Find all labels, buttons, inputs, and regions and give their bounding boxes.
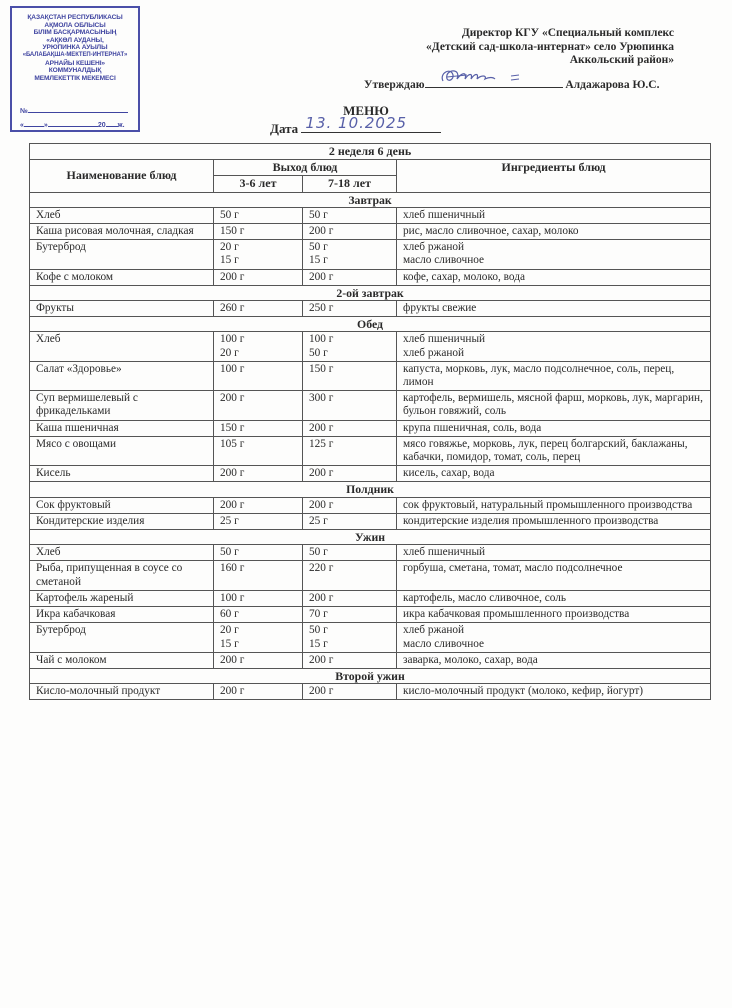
yield-3-6-value: 105 г [220,437,245,450]
yield-3-6-value: 200 г [220,653,245,666]
yield-3-6-cell [214,301,303,317]
stamp-line: АҚМОЛА ОБЛЫСЫ [44,21,106,29]
section-title: Обед [30,317,711,332]
yield-7-18-cell [303,391,397,420]
yield-3-6-cell [214,420,303,436]
ingredients-value: кисло-молочный продукт (молоко, кефир, йогурт) [403,685,644,698]
ingredients-cell [397,240,711,269]
dish-name: Чай с молоком [30,652,214,668]
yield-7-18-value: 150 г [309,362,334,375]
dish-name: Сок фруктовый [30,497,214,513]
ingredients-cell [397,607,711,623]
dish-name: Рыба, припущенная в соусе со сметаной [30,561,214,590]
section-title: Завтрак [30,192,711,207]
yield-7-18-value: 300 г [309,392,334,405]
yield-3-6-cell [214,607,303,623]
stamp-line: «АҚКӨЛ АУДАНЫ, [46,36,104,44]
yield-7-18-value: 50 г [309,624,328,637]
ingredients-value: икра кабачковая промышленного производства [403,608,630,621]
table-row [30,436,711,465]
yield-3-6-value: 15 г [220,637,239,650]
yield-3-6-value: 160 г [220,562,245,575]
yield-3-6-cell [214,545,303,561]
date-label: Дата [270,121,299,136]
dish-name: Фрукты [30,301,214,317]
ingredients-cell [397,652,711,668]
header-row [30,160,711,176]
approval-block [426,27,674,68]
yield-3-6-cell [214,623,303,652]
dish-name: Кисель [30,466,214,482]
yield-3-6-value: 15 г [220,254,239,267]
dish-name: Кофе с молоком [30,269,214,285]
yield-3-6-value: 50 г [220,546,239,559]
ingredients-value: сок фруктовый, натуральный промышленного производства [403,498,693,511]
stamp-number-field: № [20,108,132,116]
ingredients-cell [397,391,711,420]
ingredients-cell [397,207,711,223]
section-row [30,482,711,497]
yield-3-6-value: 20 г [220,241,239,254]
ingredients-cell [397,545,711,561]
ingredients-value: капуста, морковь, лук, масло подсолнечное, соль, перец, лимон [403,362,675,389]
ingredients-cell [397,436,711,465]
yield-7-18-value: 200 г [309,498,334,511]
section-row [30,317,711,332]
yield-7-18-cell [303,301,397,317]
ingredients-cell [397,590,711,606]
ingredients-cell [397,332,711,361]
yield-3-6-cell [214,590,303,606]
ingredients-cell [397,497,711,513]
table-row [30,684,711,700]
yield-7-18-cell [303,545,397,561]
yield-3-6-value: 25 г [220,514,239,527]
col-age-3-6-header: 3-6 лет [214,176,303,192]
yield-7-18-cell [303,466,397,482]
table-row [30,301,711,317]
ingredients-cell [397,561,711,590]
table-row [30,623,711,652]
stamp-line: БІЛІМ БАСҚАРМАСЫНЫҢ [33,29,117,37]
approval-line-3: Аккольский район» [569,54,674,66]
yield-3-6-value: 100 г [220,362,245,375]
yield-7-18-cell [303,361,397,390]
ingredients-cell [397,466,711,482]
ingredients-cell [397,513,711,529]
yield-3-6-cell [214,207,303,223]
table-row [30,207,711,223]
yield-3-6-value: 260 г [220,302,245,315]
ingredients-cell [397,420,711,436]
table-row [30,224,711,240]
table-row [30,513,711,529]
ingredients-value: хлеб пшеничный [403,546,486,559]
table-row [30,590,711,606]
dish-name: Салат «Здоровье» [30,361,214,390]
yield-3-6-cell [214,361,303,390]
yield-7-18-value: 15 г [309,254,328,267]
ingredients-value: рис, масло сливочное, сахар, молоко [403,225,579,238]
dish-name: Бутерброд [30,623,214,652]
yield-7-18-cell [303,224,397,240]
stamp-line: УРЮПИНКА АУЫЛЫ [42,44,108,52]
table-row [30,561,711,590]
yield-3-6-cell [214,684,303,700]
ingredients-value: масло сливочное [403,254,485,267]
yield-7-18-value: 200 г [309,467,334,480]
date-field [301,114,441,133]
yield-3-6-value: 150 г [220,421,245,434]
approve-signature-line [364,75,660,91]
yield-3-6-value: 20 г [220,346,239,359]
date-row [270,114,441,137]
table-row [30,269,711,285]
ingredients-cell [397,623,711,652]
ingredients-value: кисель, сахар, вода [403,467,495,480]
yield-7-18-value: 125 г [309,437,334,450]
yield-7-18-cell [303,269,397,285]
ingredients-value: крупа пшеничная, соль, вода [403,421,542,434]
stamp-line: «БАЛАБАҚША-МЕКТЕП-ИНТЕРНАТ» [22,51,128,58]
signature-icon [437,65,547,89]
yield-3-6-value: 200 г [220,270,245,283]
ingredients-value: хлеб ржаной [403,346,465,359]
section-row [30,668,711,683]
section-title: 2-ой завтрак [30,285,711,300]
ingredients-value: кондитерские изделия промышленного производства [403,514,659,527]
yield-3-6-cell [214,240,303,269]
dish-name: Икра кабачковая [30,607,214,623]
yield-3-6-cell [214,497,303,513]
yield-3-6-cell [214,513,303,529]
dish-name: Суп вермишелевый с фрикадельками [30,391,214,420]
section-row [30,285,711,300]
dish-name: Каша пшеничная [30,420,214,436]
yield-7-18-value: 200 г [309,591,334,604]
yield-3-6-cell [214,391,303,420]
table-row [30,361,711,390]
yield-7-18-cell [303,207,397,223]
yield-3-6-value: 50 г [220,208,239,221]
ingredients-value: хлеб ржаной [403,624,465,637]
ingredients-value: кофе, сахар, молоко, вода [403,270,526,283]
yield-7-18-cell [303,652,397,668]
dish-name: Хлеб [30,332,214,361]
section-row [30,530,711,545]
stamp-date-field: « » 20 ж. [20,122,125,129]
yield-3-6-cell [214,332,303,361]
yield-7-18-value: 200 г [309,421,334,434]
yield-3-6-value: 150 г [220,225,245,238]
section-title: Полдник [30,482,711,497]
yield-7-18-cell [303,623,397,652]
yield-7-18-cell [303,590,397,606]
yield-7-18-cell [303,561,397,590]
yield-3-6-value: 200 г [220,685,245,698]
col-yield-header: Выход блюд [214,160,397,176]
yield-3-6-cell [214,436,303,465]
yield-3-6-cell [214,224,303,240]
col-ingredients-header: Ингредиенты блюд [397,160,711,192]
table-row [30,466,711,482]
ingredients-cell [397,301,711,317]
page-title: МЕНЮ [343,103,389,118]
ingredients-value: картофель, масло сливочное, соль [403,591,567,604]
dish-name: Кондитерские изделия [30,513,214,529]
yield-7-18-value: 100 г [309,333,334,346]
yield-7-18-value: 200 г [309,685,334,698]
approval-line-1: Директор КГУ «Специальный комплекс [461,27,674,39]
yield-3-6-cell [214,269,303,285]
signer-name: Алдажарова Ю.С. [565,79,660,91]
yield-7-18-cell [303,684,397,700]
menu-table [29,143,711,700]
yield-3-6-value: 100 г [220,591,245,604]
table-row [30,332,711,361]
yield-7-18-value: 200 г [309,270,334,283]
yield-7-18-value: 50 г [309,546,328,559]
table-row [30,391,711,420]
yield-3-6-value: 100 г [220,333,245,346]
ingredients-cell [397,224,711,240]
yield-7-18-cell [303,436,397,465]
table-row [30,240,711,269]
yield-7-18-cell [303,513,397,529]
ingredients-value: фрукты свежие [403,302,477,315]
ingredients-value: заварка, молоко, сахар, вода [403,653,538,666]
col-dish-header: Наименование блюд [30,160,214,192]
yield-3-6-value: 200 г [220,498,245,511]
date-handwritten: 13. 10.2025 [305,114,408,132]
col-age-7-18-header: 7-18 лет [303,176,397,192]
section-title: Ужин [30,530,711,545]
dish-name: Каша рисовая молочная, сладкая [30,224,214,240]
dish-name: Бутерброд [30,240,214,269]
ingredients-value: картофель, вермишель, мясной фарш, морковь, лук, маргарин, бульон говяжий, соль [403,392,703,418]
ingredients-value: мясо говяжье, морковь, лук, перец болгарский, баклажаны, кабачки, помидор, томат, соль, перец [403,437,688,464]
table-row [30,652,711,668]
dish-name: Хлеб [30,545,214,561]
yield-3-6-value: 200 г [220,392,245,405]
yield-7-18-value: 70 г [309,608,328,621]
ingredients-value: горбуша, сметана, томат, масло подсолнечное [403,562,623,575]
approval-line-2: «Детский сад-школа-интернат» село Урюпинка [426,40,674,53]
ingredients-value: хлеб ржаной [403,241,465,254]
yield-7-18-cell [303,420,397,436]
signature-field [425,75,563,88]
ingredients-cell [397,684,711,700]
approve-label: Утверждаю [364,79,425,91]
dish-name: Картофель жареный [30,590,214,606]
section-title: Второй ужин [30,668,711,683]
yield-7-18-value: 220 г [309,562,334,575]
yield-7-18-value: 50 г [309,241,328,254]
ingredients-value: хлеб пшеничный [403,333,486,346]
yield-3-6-cell [214,561,303,590]
yield-3-6-value: 200 г [220,467,245,480]
yield-7-18-cell [303,240,397,269]
yield-3-6-cell [214,466,303,482]
ingredients-value: масло сливочное [403,637,485,650]
table-row [30,607,711,623]
yield-7-18-value: 200 г [309,225,334,238]
yield-3-6-value: 60 г [220,608,239,621]
ingredients-cell [397,269,711,285]
yield-7-18-cell [303,332,397,361]
table-row [30,420,711,436]
stamp-line: АРНАЙЫ КЕШЕНІ» [44,59,106,67]
week-day-label: 2 неделя 6 день [30,144,711,160]
dish-name: Кисло-молочный продукт [30,684,214,700]
yield-7-18-value: 15 г [309,637,328,650]
dish-name: Мясо с овощами [30,436,214,465]
dish-name: Хлеб [30,207,214,223]
ingredients-value: хлеб пшеничный [403,208,486,221]
yield-7-18-cell [303,497,397,513]
section-row [30,192,711,207]
week-day-row [30,144,711,160]
yield-7-18-value: 250 г [309,302,334,315]
yield-3-6-cell [214,652,303,668]
table-row [30,497,711,513]
yield-7-18-value: 25 г [309,514,328,527]
table-row [30,545,711,561]
ingredients-cell [397,361,711,390]
yield-7-18-cell [303,607,397,623]
yield-3-6-value: 20 г [220,624,239,637]
yield-7-18-value: 50 г [309,346,328,359]
stamp-line: МЕМЛЕКЕТТІК МЕКЕМЕСІ [34,74,116,82]
stamp-line: КОММУНАЛДЫҚ [48,67,102,75]
stamp-line: ҚАЗАҚСТАН РЕСПУБЛИКАСЫ [27,14,123,21]
yield-7-18-value: 200 г [309,653,334,666]
yield-7-18-value: 50 г [309,208,328,221]
